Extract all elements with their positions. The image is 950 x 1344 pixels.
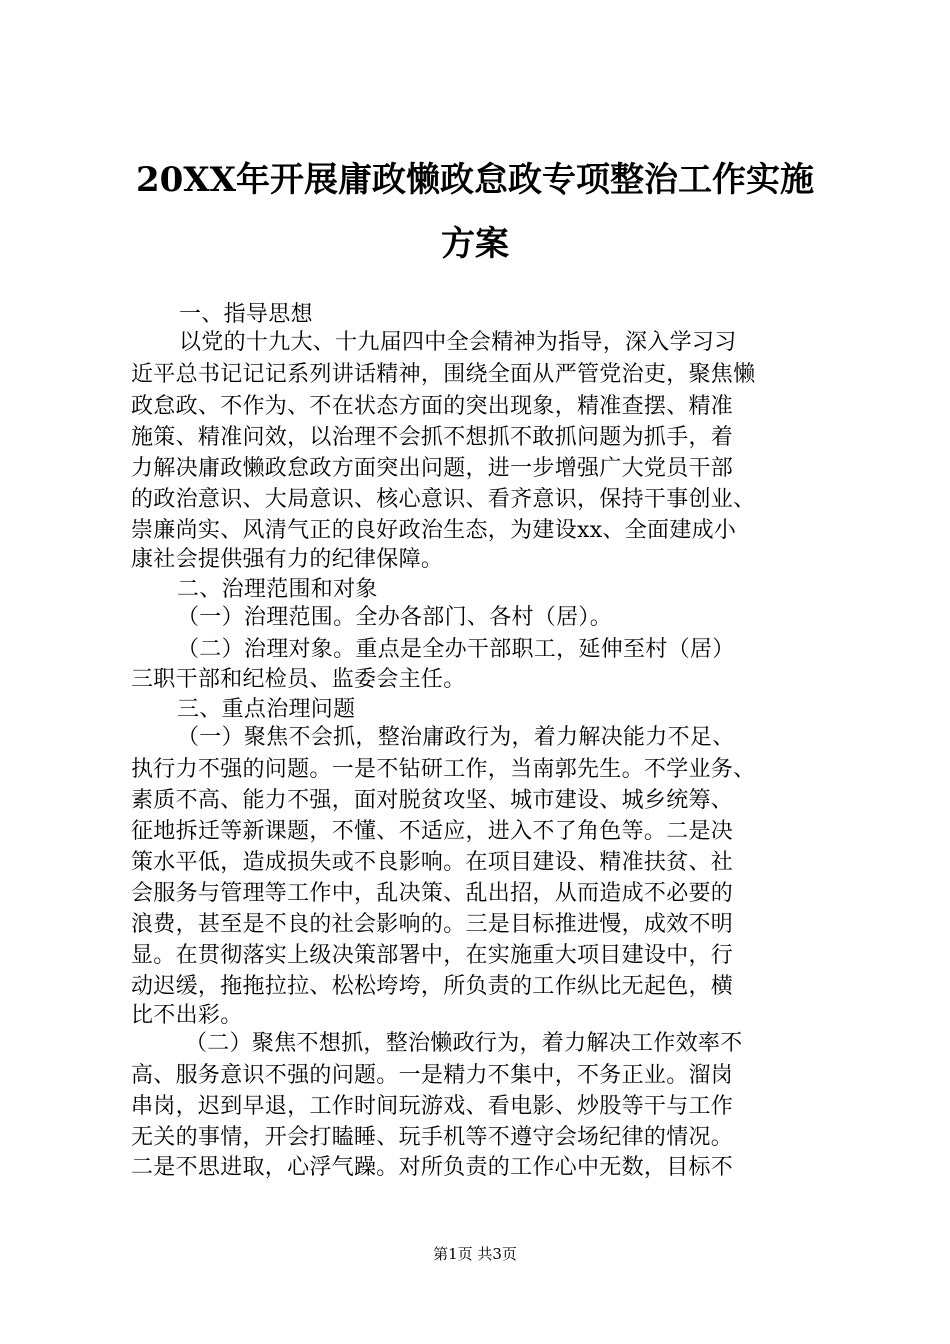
- body-line: 策水平低，造成损失或不良影响。在项目建设、精准扶贫、社: [131, 850, 734, 875]
- section-heading: 二、治理范围和对象: [177, 577, 378, 602]
- body-line: 会服务与管理等工作中，乱决策、乱出招，从而造成不必要的: [131, 881, 734, 906]
- body-line: 无关的事情，开会打瞌睡、玩手机等不遵守会场纪律的情况。: [131, 1125, 734, 1150]
- body-line: 近平总书记记记系列讲话精神，围绕全面从严管党治吏，聚焦懒: [131, 362, 756, 387]
- body-line: 执行力不强的问题。一是不钻研工作，当南郭先生。不学业务、: [131, 757, 756, 782]
- body-line: （一）治理范围。全办各部门、各村（居）。: [177, 605, 613, 630]
- body-line: 的政治意识、大局意识、核心意识、看齐意识，保持干事创业、: [131, 487, 756, 512]
- body-line: （一）聚焦不会抓，整治庸政行为，着力解决能力不足、: [177, 725, 735, 750]
- body-line: 显。在贯彻落实上级决策部署中，在实施重大项目建设中，行: [131, 943, 734, 968]
- body-line: （二）治理对象。重点是全办干部职工，延伸至村（居）: [177, 637, 735, 662]
- document-title-line-2: 方案: [441, 224, 509, 264]
- body-line: 素质不高、能力不强，面对脱贫攻坚、城市建设、城乡统筹、: [131, 788, 734, 813]
- section-heading: 三、重点治理问题: [177, 697, 356, 722]
- body-line: 串岗，迟到早退，工作时间玩游戏、看电影、炒股等干与工作: [131, 1094, 734, 1119]
- body-line: 政怠政、不作为、不在状态方面的突出现象，精准查摆、精准: [131, 394, 734, 419]
- body-line: 三职干部和纪检员、监委会主任。: [131, 667, 466, 692]
- body-line: 高、服务意识不强的问题。一是精力不集中，不务正业。溜岗: [131, 1063, 734, 1088]
- body-line: 康社会提供强有力的纪律保障。: [131, 547, 444, 572]
- document-title-line-1: 20XX年开展庸政懒政怠政专项整治工作实施: [135, 160, 815, 200]
- body-line: 比不出彩。: [131, 1003, 243, 1028]
- body-line: 力解决庸政懒政怠政方面突出问题，进一步增强广大党员干部: [131, 456, 734, 481]
- body-line: 崇廉尚实、风清气正的良好政治生态，为建设xx、全面建成小: [131, 518, 737, 543]
- body-line: 一、指导思想: [179, 302, 313, 327]
- body-line: 征地拆迁等新课题，不懂、不适应，进入不了角色等。二是决: [131, 819, 734, 844]
- page-number-footer: 第1页 共3页: [433, 1245, 517, 1263]
- body-line: 以党的十九大、十九届四中全会精神为指导，深入学习习: [179, 330, 737, 355]
- body-line: 二是不思进取，心浮气躁。对所负责的工作心中无数，目标不: [131, 1155, 734, 1180]
- body-line: 动迟缓，拖拖拉拉、松松垮垮，所负责的工作纵比无起色，横: [131, 974, 734, 999]
- body-line: （二）聚焦不想抓，整治懒政行为，着力解决工作效率不: [185, 1031, 743, 1056]
- body-line: 施策、精准问效，以治理不会抓不想抓不敢抓问题为抓手，着: [131, 425, 734, 450]
- body-line: 浪费，甚至是不良的社会影响的。三是目标推进慢，成效不明: [131, 912, 734, 937]
